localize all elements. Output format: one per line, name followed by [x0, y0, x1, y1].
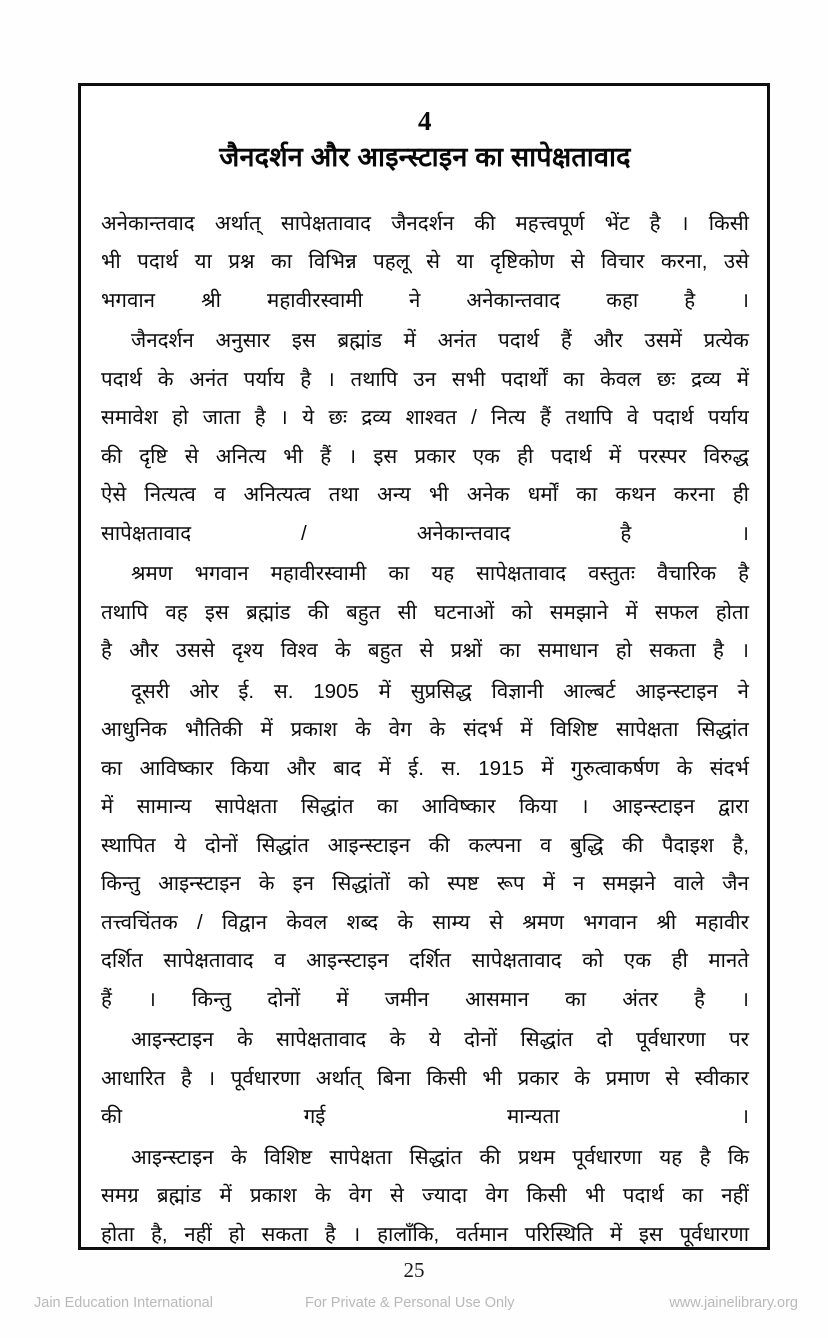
text-line: आइन्स्टाइन के सापेक्षतावाद के ये दोनों सिद्धांत दो पूर्वधारणा पर: [131, 1028, 749, 1052]
text-line: भगवान श्री महावीरस्वामी ने अनेकान्तवाद कहा है ।: [101, 288, 749, 312]
paragraph: [101, 1021, 749, 1137]
text-line: में सामान्य सापेक्षता सिद्धांत का आविष्कार किया । आइन्स्टाइन द्वारा: [101, 795, 749, 819]
text-line: श्रमण भगवान महावीरस्वामी का यह सापेक्षतावाद वस्तुतः वैचारिक है: [131, 562, 749, 586]
text-line: जैनदर्शन अनुसार इस ब्रह्मांड में अनंत पदार्थ हैं और उसमें प्रत्येक: [131, 329, 749, 353]
page-footer: [0, 1295, 828, 1325]
text-line: तथापि वह इस ब्रह्मांड की बहुत सी घटनाओं को समझाने में सफल होता: [101, 600, 749, 624]
text-line: आइन्स्टाइन के विशिष्ट सापेक्षता सिद्धांत की प्रथम पूर्वधारणा यह है कि: [131, 1145, 749, 1169]
footer-usage-notice: For Private & Personal Use Only: [305, 1295, 515, 1311]
page-border-frame: [78, 83, 770, 1250]
text-line: आधारित है । पूर्वधारणा अर्थात् बिना किसी भी प्रकार के प्रमाण से स्वीकार: [101, 1066, 749, 1090]
page-content: [101, 100, 749, 1246]
paragraph: [101, 205, 749, 321]
text-line: ऐसे नित्यत्व व अनित्यत्व तथा अन्य भी अनेक धर्मों का कथन करना ही: [101, 483, 749, 507]
footer-website: www.jainelibrary.org: [669, 1295, 798, 1311]
text-line: की गई मान्यता ।: [101, 1105, 749, 1129]
text-line: की दृष्टि से अनित्य भी हैं । इस प्रकार एक ही पदार्थ में परस्पर विरुद्ध: [101, 444, 749, 468]
text-line: होता है, नहीं हो सकता है । हालाँकि, वर्तमान परिस्थिति में इस पूर्वधारणा: [101, 1222, 749, 1246]
text-line: पदार्थ के अनंत पर्याय है । तथापि उन सभी पदार्थों का केवल छः द्रव्य में: [101, 367, 749, 391]
text-line: दूसरी ओर ई. स. 1905 में सुप्रसिद्ध विज्ञानी आल्बर्ट आइन्स्टाइन ने: [131, 679, 749, 703]
text-line: स्थापित ये दोनों सिद्धांत आइन्स्टाइन की कल्पना व बुद्धि की पैदाइश है,: [101, 833, 749, 857]
text-line: है और उससे दृश्य विश्व के बहुत से प्रश्नों का समाधान हो सकता है ।: [101, 639, 749, 663]
text-line: तत्त्वचिंतक / विद्वान केवल शब्द के साम्य से श्रमण भगवान श्री महावीर: [101, 910, 749, 934]
text-line: सापेक्षतावाद / अनेकान्तवाद है ।: [101, 521, 749, 545]
paragraph: [101, 673, 749, 1020]
text-line: समावेश हो जाता है । ये छः द्रव्य शाश्वत / नित्य हैं तथापि वे पदार्थ पर्याय: [101, 406, 749, 430]
text-line: अनेकान्तवाद अर्थात् सापेक्षतावाद जैनदर्शन की महत्त्वपूर्ण भेंट है । किसी: [101, 211, 749, 235]
page-number: 25: [403, 1258, 425, 1282]
chapter-title: जैनदर्शन और आइन्स्टाइन का सापेक्षतावाद: [219, 142, 631, 172]
paragraph: [101, 322, 749, 553]
body-text: [101, 205, 749, 1255]
paragraph: [101, 1139, 749, 1255]
text-line: दर्शित सापेक्षतावाद व आइन्स्टाइन दर्शित सापेक्षतावाद को एक ही मानते: [101, 949, 749, 973]
text-line: किन्तु आइन्स्टाइन के इन सिद्धांतों को स्पष्ट रूप में न समझने वाले जैन: [101, 872, 749, 896]
text-line: आधुनिक भौतिकी में प्रकाश के वेग के संदर्भ में विशिष्ट सापेक्षता सिद्धांत: [101, 718, 749, 742]
text-line: भी पदार्थ या प्रश्न का विभिन्न पहलू से या दृष्टिकोण से विचार करना, उसे: [101, 250, 749, 274]
chapter-number: 4: [418, 106, 432, 136]
text-line: का आविष्कार किया और बाद में ई. स. 1915 में गुरुत्वाकर्षण के संदर्भ: [101, 756, 749, 780]
text-line: समग्र ब्रह्मांड में प्रकाश के वेग से ज्यादा वेग किसी भी पदार्थ का नहीं: [101, 1184, 749, 1208]
footer-organization: Jain Education International: [34, 1295, 213, 1311]
paragraph: [101, 555, 749, 671]
text-line: हैं । किन्तु दोनों में जमीन आसमान का अंतर है ।: [101, 987, 749, 1011]
